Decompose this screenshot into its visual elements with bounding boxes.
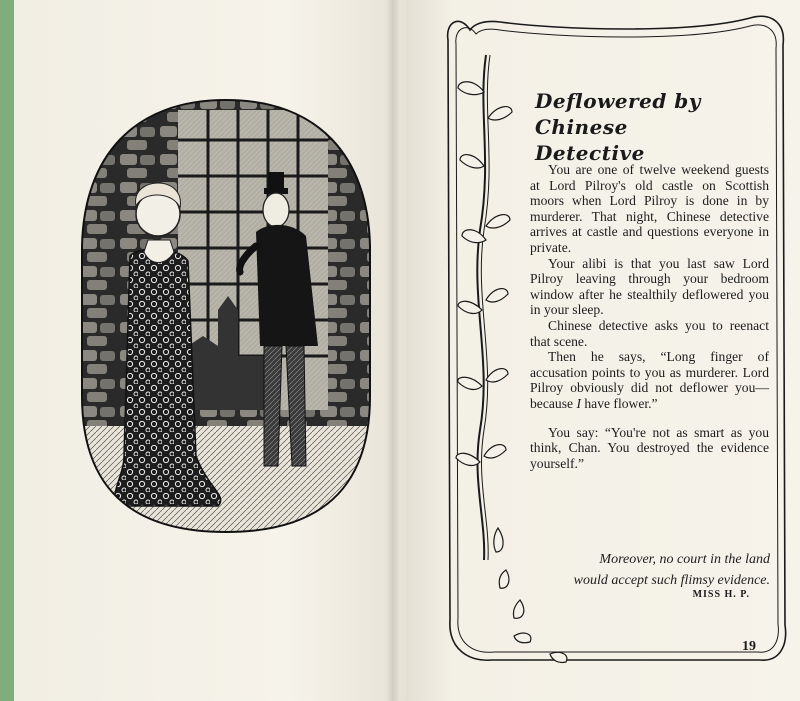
paragraph: Chinese detective asks you to reenact that scene. bbox=[530, 317, 769, 349]
paragraph: Your alibi is that you last saw Lord Pilroy leaving through your bedroom window after he stealthily deflowered you in your sleep. bbox=[530, 255, 769, 318]
quote-paragraph bbox=[530, 349, 769, 411]
paragraph: You are one of twelve weekend guests at Lord Pilroy's old castle on Scottish moors when Lord Pilroy is done in by murderer. That night, Chinese detective arrives at castle and questions everyone in private. bbox=[530, 162, 769, 255]
signature: MISS H. P. bbox=[692, 589, 750, 600]
story-text bbox=[530, 162, 769, 471]
closing-remark bbox=[520, 549, 770, 591]
quote-text-end: have flower.” bbox=[584, 395, 658, 411]
page-title bbox=[535, 88, 735, 166]
page-number: 19 bbox=[742, 639, 756, 654]
closing-line-2: would accept such flimsy evidence. bbox=[573, 573, 770, 588]
title-line-1: Deflowered by bbox=[535, 89, 701, 113]
closing-line-1: Moreover, no court in the land bbox=[599, 552, 770, 567]
quote-emphasis: I bbox=[576, 395, 581, 411]
title-line-2: Chinese Detective bbox=[535, 115, 645, 165]
reply-paragraph: You say: “You're not as smart as you think, Chan. You destroyed the evidence yourself.” bbox=[530, 424, 769, 471]
quote-text: Then he says, “Long finger of accusation points to you as murderer. Lord Pilroy obviously did not deflower you—because bbox=[530, 349, 769, 411]
